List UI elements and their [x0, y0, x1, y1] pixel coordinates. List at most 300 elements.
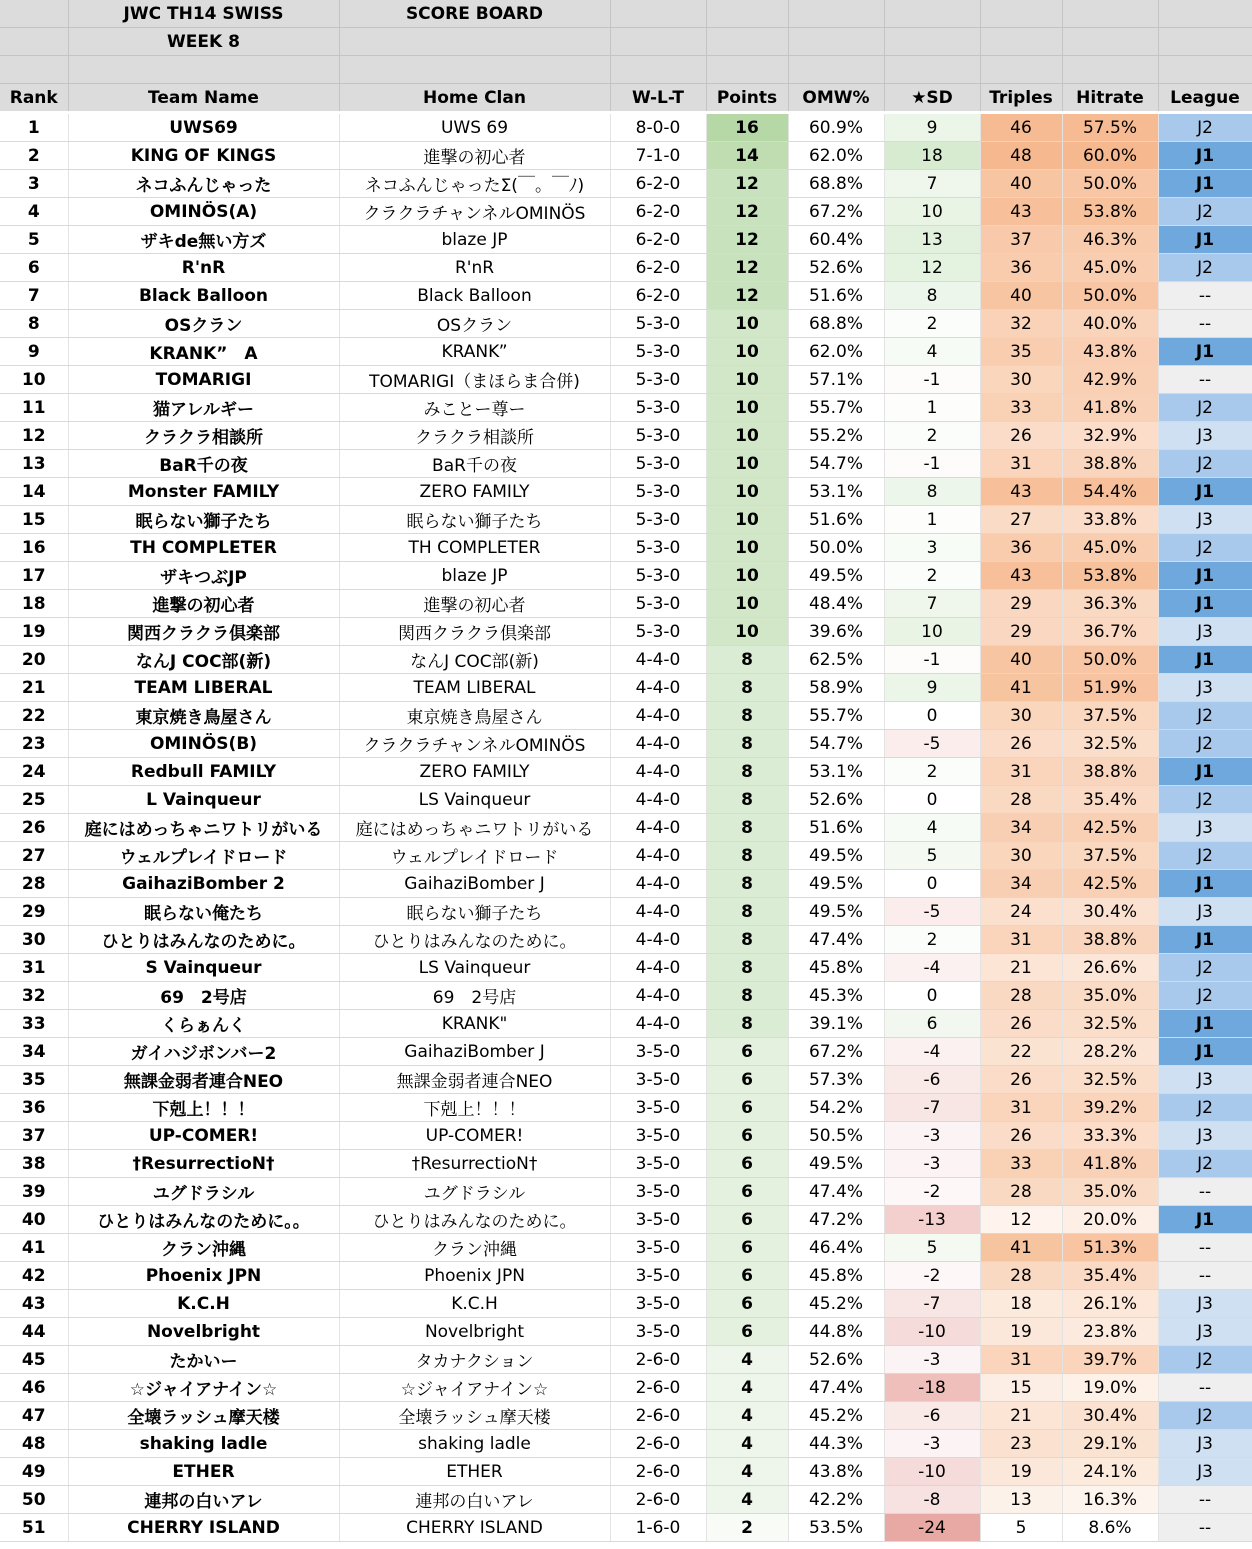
rank-cell[interactable]: 44 — [0, 1318, 68, 1346]
hitrate-cell[interactable]: 51.9% — [1062, 674, 1158, 702]
team-name-cell[interactable]: 全壊ラッシュ摩天楼 — [68, 1402, 339, 1430]
omw-cell[interactable]: 52.6% — [788, 786, 884, 814]
rank-cell[interactable]: 47 — [0, 1402, 68, 1430]
team-name-cell[interactable]: なんJ COC部(新) — [68, 646, 339, 674]
table-row[interactable] — [0, 1458, 1252, 1486]
home-clan-cell[interactable]: KRANK” — [339, 338, 610, 366]
hitrate-cell[interactable]: 30.4% — [1062, 898, 1158, 926]
home-clan-cell[interactable]: クラン沖縄 — [339, 1234, 610, 1262]
col-header-wlt[interactable]: W-L-T — [610, 84, 706, 113]
rank-cell[interactable]: 34 — [0, 1038, 68, 1066]
omw-cell[interactable]: 68.8% — [788, 310, 884, 338]
table-row[interactable] — [0, 226, 1252, 254]
rank-cell[interactable]: 12 — [0, 422, 68, 450]
omw-cell[interactable]: 47.4% — [788, 1374, 884, 1402]
team-name-cell[interactable]: ウェルプレイドロード — [68, 842, 339, 870]
points-cell[interactable]: 12 — [706, 226, 788, 254]
league-cell[interactable]: J2 — [1158, 198, 1252, 226]
sd-cell[interactable]: -3 — [884, 1122, 980, 1150]
hitrate-cell[interactable]: 16.3% — [1062, 1486, 1158, 1514]
home-clan-cell[interactable]: †ResurrectioN† — [339, 1150, 610, 1178]
sd-cell[interactable]: 0 — [884, 786, 980, 814]
omw-cell[interactable]: 52.6% — [788, 254, 884, 282]
home-clan-cell[interactable]: 全壊ラッシュ摩天楼 — [339, 1402, 610, 1430]
hitrate-cell[interactable]: 33.3% — [1062, 1122, 1158, 1150]
triples-cell[interactable]: 31 — [980, 926, 1062, 954]
triples-cell[interactable]: 28 — [980, 786, 1062, 814]
league-cell[interactable]: J1 — [1158, 590, 1252, 618]
sd-cell[interactable]: -1 — [884, 366, 980, 394]
wlt-cell[interactable]: 2-6-0 — [610, 1374, 706, 1402]
hitrate-cell[interactable]: 32.9% — [1062, 422, 1158, 450]
team-name-cell[interactable]: 庭にはめっちゃニワトリがいる — [68, 814, 339, 842]
sd-cell[interactable]: -6 — [884, 1066, 980, 1094]
table-row[interactable] — [0, 1010, 1252, 1038]
home-clan-cell[interactable]: ひとりはみんなのために。 — [339, 926, 610, 954]
table-row[interactable] — [0, 1514, 1252, 1542]
league-cell[interactable]: J3 — [1158, 506, 1252, 534]
triples-cell[interactable]: 43 — [980, 478, 1062, 506]
rank-cell[interactable]: 28 — [0, 870, 68, 898]
wlt-cell[interactable]: 6-2-0 — [610, 170, 706, 198]
omw-cell[interactable]: 54.7% — [788, 730, 884, 758]
home-clan-cell[interactable]: UWS 69 — [339, 113, 610, 142]
triples-cell[interactable]: 28 — [980, 1262, 1062, 1290]
team-name-cell[interactable]: たかいー — [68, 1346, 339, 1374]
points-cell[interactable]: 10 — [706, 590, 788, 618]
triples-cell[interactable]: 18 — [980, 1290, 1062, 1318]
team-name-cell[interactable]: ☆ジャイアナイン☆ — [68, 1374, 339, 1402]
omw-cell[interactable]: 67.2% — [788, 198, 884, 226]
team-name-cell[interactable]: ザキde無い方ズ — [68, 226, 339, 254]
home-clan-cell[interactable]: クラクラ相談所 — [339, 422, 610, 450]
team-name-cell[interactable]: UWS69 — [68, 113, 339, 142]
omw-cell[interactable]: 44.3% — [788, 1430, 884, 1458]
omw-cell[interactable]: 49.5% — [788, 898, 884, 926]
table-row[interactable] — [0, 1374, 1252, 1402]
sd-cell[interactable]: -7 — [884, 1094, 980, 1122]
hitrate-cell[interactable]: 37.5% — [1062, 842, 1158, 870]
team-name-cell[interactable]: クラクラ相談所 — [68, 422, 339, 450]
points-cell[interactable]: 6 — [706, 1318, 788, 1346]
home-clan-cell[interactable]: 下剋上！！！ — [339, 1094, 610, 1122]
league-cell[interactable]: J1 — [1158, 1206, 1252, 1234]
hitrate-cell[interactable]: 42.5% — [1062, 870, 1158, 898]
wlt-cell[interactable]: 3-5-0 — [610, 1262, 706, 1290]
home-clan-cell[interactable]: KRANK" — [339, 1010, 610, 1038]
omw-cell[interactable]: 49.5% — [788, 562, 884, 590]
points-cell[interactable]: 10 — [706, 618, 788, 646]
points-cell[interactable]: 16 — [706, 113, 788, 142]
wlt-cell[interactable]: 5-3-0 — [610, 590, 706, 618]
sd-cell[interactable]: 9 — [884, 674, 980, 702]
home-clan-cell[interactable]: 進撃の初心者 — [339, 590, 610, 618]
triples-cell[interactable]: 30 — [980, 702, 1062, 730]
sd-cell[interactable]: 12 — [884, 254, 980, 282]
team-name-cell[interactable]: OMINÖS(A) — [68, 198, 339, 226]
team-name-cell[interactable]: BaR千の夜 — [68, 450, 339, 478]
table-row[interactable] — [0, 1206, 1252, 1234]
league-cell[interactable]: -- — [1158, 1514, 1252, 1542]
rank-cell[interactable]: 15 — [0, 506, 68, 534]
table-row[interactable] — [0, 646, 1252, 674]
points-cell[interactable]: 6 — [706, 1038, 788, 1066]
table-row[interactable] — [0, 842, 1252, 870]
wlt-cell[interactable]: 5-3-0 — [610, 478, 706, 506]
table-row[interactable] — [0, 1402, 1252, 1430]
team-name-cell[interactable]: †ResurrectioN† — [68, 1150, 339, 1178]
sd-cell[interactable]: 0 — [884, 870, 980, 898]
league-cell[interactable]: J1 — [1158, 646, 1252, 674]
omw-cell[interactable]: 45.3% — [788, 982, 884, 1010]
home-clan-cell[interactable]: 69 2号店 — [339, 982, 610, 1010]
home-clan-cell[interactable]: 眠らない獅子たち — [339, 898, 610, 926]
triples-cell[interactable]: 19 — [980, 1458, 1062, 1486]
table-row[interactable] — [0, 786, 1252, 814]
points-cell[interactable]: 8 — [706, 702, 788, 730]
home-clan-cell[interactable]: TOMARIGI（まほらま合併) — [339, 366, 610, 394]
points-cell[interactable]: 14 — [706, 142, 788, 170]
team-name-cell[interactable]: K.C.H — [68, 1290, 339, 1318]
hitrate-cell[interactable]: 51.3% — [1062, 1234, 1158, 1262]
triples-cell[interactable]: 43 — [980, 198, 1062, 226]
points-cell[interactable]: 6 — [706, 1066, 788, 1094]
hitrate-cell[interactable]: 32.5% — [1062, 1066, 1158, 1094]
rank-cell[interactable]: 22 — [0, 702, 68, 730]
triples-cell[interactable]: 5 — [980, 1514, 1062, 1542]
sd-cell[interactable]: -10 — [884, 1318, 980, 1346]
home-clan-cell[interactable]: GaihaziBomber J — [339, 870, 610, 898]
league-cell[interactable]: J2 — [1158, 1150, 1252, 1178]
team-name-cell[interactable]: 猫アレルギー — [68, 394, 339, 422]
rank-cell[interactable]: 29 — [0, 898, 68, 926]
league-cell[interactable]: -- — [1158, 310, 1252, 338]
points-cell[interactable]: 6 — [706, 1262, 788, 1290]
rank-cell[interactable]: 21 — [0, 674, 68, 702]
wlt-cell[interactable]: 7-1-0 — [610, 142, 706, 170]
team-name-cell[interactable]: R'nR — [68, 254, 339, 282]
rank-cell[interactable]: 38 — [0, 1150, 68, 1178]
team-name-cell[interactable]: 眠らない俺たち — [68, 898, 339, 926]
home-clan-cell[interactable]: GaihaziBomber J — [339, 1038, 610, 1066]
points-cell[interactable]: 6 — [706, 1206, 788, 1234]
points-cell[interactable]: 8 — [706, 730, 788, 758]
home-clan-cell[interactable]: 進撃の初心者 — [339, 142, 610, 170]
league-cell[interactable]: J2 — [1158, 1346, 1252, 1374]
wlt-cell[interactable]: 8-0-0 — [610, 113, 706, 142]
points-cell[interactable]: 4 — [706, 1346, 788, 1374]
league-cell[interactable]: J2 — [1158, 394, 1252, 422]
wlt-cell[interactable]: 3-5-0 — [610, 1150, 706, 1178]
home-clan-cell[interactable]: LS Vainqueur — [339, 786, 610, 814]
points-cell[interactable]: 6 — [706, 1234, 788, 1262]
home-clan-cell[interactable]: OSクラン — [339, 310, 610, 338]
league-cell[interactable]: J1 — [1158, 1010, 1252, 1038]
points-cell[interactable]: 8 — [706, 842, 788, 870]
triples-cell[interactable]: 33 — [980, 1150, 1062, 1178]
league-cell[interactable]: J2 — [1158, 842, 1252, 870]
rank-cell[interactable]: 18 — [0, 590, 68, 618]
omw-cell[interactable]: 67.2% — [788, 1038, 884, 1066]
points-cell[interactable]: 10 — [706, 394, 788, 422]
table-row[interactable] — [0, 1122, 1252, 1150]
omw-cell[interactable]: 42.2% — [788, 1486, 884, 1514]
table-row[interactable] — [0, 506, 1252, 534]
league-cell[interactable]: J1 — [1158, 926, 1252, 954]
omw-cell[interactable]: 60.9% — [788, 113, 884, 142]
hitrate-cell[interactable]: 53.8% — [1062, 198, 1158, 226]
hitrate-cell[interactable]: 23.8% — [1062, 1318, 1158, 1346]
triples-cell[interactable]: 31 — [980, 1094, 1062, 1122]
home-clan-cell[interactable]: なんJ COC部(新) — [339, 646, 610, 674]
wlt-cell[interactable]: 4-4-0 — [610, 758, 706, 786]
table-row[interactable] — [0, 170, 1252, 198]
league-cell[interactable]: J3 — [1158, 1430, 1252, 1458]
sd-cell[interactable]: 7 — [884, 170, 980, 198]
wlt-cell[interactable]: 4-4-0 — [610, 982, 706, 1010]
team-name-cell[interactable]: くらぁんく — [68, 1010, 339, 1038]
rank-cell[interactable]: 20 — [0, 646, 68, 674]
sd-cell[interactable]: 18 — [884, 142, 980, 170]
sd-cell[interactable]: 5 — [884, 1234, 980, 1262]
wlt-cell[interactable]: 3-5-0 — [610, 1066, 706, 1094]
triples-cell[interactable]: 41 — [980, 674, 1062, 702]
hitrate-cell[interactable]: 42.5% — [1062, 814, 1158, 842]
sd-cell[interactable]: -5 — [884, 898, 980, 926]
wlt-cell[interactable]: 3-5-0 — [610, 1234, 706, 1262]
home-clan-cell[interactable]: ☆ジャイアナイン☆ — [339, 1374, 610, 1402]
col-header-home-clan[interactable]: Home Clan — [339, 84, 610, 113]
rank-cell[interactable]: 10 — [0, 366, 68, 394]
rank-cell[interactable]: 13 — [0, 450, 68, 478]
rank-cell[interactable]: 27 — [0, 842, 68, 870]
triples-cell[interactable]: 33 — [980, 394, 1062, 422]
hitrate-cell[interactable]: 8.6% — [1062, 1514, 1158, 1542]
hitrate-cell[interactable]: 45.0% — [1062, 254, 1158, 282]
wlt-cell[interactable]: 1-6-0 — [610, 1514, 706, 1542]
col-header-points[interactable]: Points — [706, 84, 788, 113]
table-row[interactable] — [0, 1486, 1252, 1514]
wlt-cell[interactable]: 6-2-0 — [610, 226, 706, 254]
hitrate-cell[interactable]: 40.0% — [1062, 310, 1158, 338]
hitrate-cell[interactable]: 30.4% — [1062, 1402, 1158, 1430]
hitrate-cell[interactable]: 35.0% — [1062, 982, 1158, 1010]
hitrate-cell[interactable]: 35.4% — [1062, 786, 1158, 814]
league-cell[interactable]: J2 — [1158, 982, 1252, 1010]
triples-cell[interactable]: 26 — [980, 1122, 1062, 1150]
team-name-cell[interactable]: L Vainqueur — [68, 786, 339, 814]
league-cell[interactable]: J2 — [1158, 113, 1252, 142]
sd-cell[interactable]: -8 — [884, 1486, 980, 1514]
home-clan-cell[interactable]: 眠らない獅子たち — [339, 506, 610, 534]
home-clan-cell[interactable]: 無課金弱者連合NEO — [339, 1066, 610, 1094]
team-name-cell[interactable]: ひとりはみんなのために。。 — [68, 1206, 339, 1234]
points-cell[interactable]: 10 — [706, 562, 788, 590]
triples-cell[interactable]: 13 — [980, 1486, 1062, 1514]
hitrate-cell[interactable]: 46.3% — [1062, 226, 1158, 254]
home-clan-cell[interactable]: 関西クラクラ倶楽部 — [339, 618, 610, 646]
table-row[interactable] — [0, 282, 1252, 310]
table-row[interactable] — [0, 1038, 1252, 1066]
sd-cell[interactable]: -18 — [884, 1374, 980, 1402]
omw-cell[interactable]: 68.8% — [788, 170, 884, 198]
sd-cell[interactable]: -2 — [884, 1262, 980, 1290]
league-cell[interactable]: J2 — [1158, 1094, 1252, 1122]
league-cell[interactable]: -- — [1158, 366, 1252, 394]
triples-cell[interactable]: 26 — [980, 1066, 1062, 1094]
sd-cell[interactable]: 3 — [884, 534, 980, 562]
wlt-cell[interactable]: 4-4-0 — [610, 898, 706, 926]
rank-cell[interactable]: 16 — [0, 534, 68, 562]
omw-cell[interactable]: 39.1% — [788, 1010, 884, 1038]
table-row[interactable] — [0, 254, 1252, 282]
team-name-cell[interactable]: TEAM LIBERAL — [68, 674, 339, 702]
hitrate-cell[interactable]: 38.8% — [1062, 926, 1158, 954]
home-clan-cell[interactable]: タカナクション — [339, 1346, 610, 1374]
hitrate-cell[interactable]: 33.8% — [1062, 506, 1158, 534]
hitrate-cell[interactable]: 20.0% — [1062, 1206, 1158, 1234]
triples-cell[interactable]: 36 — [980, 534, 1062, 562]
wlt-cell[interactable]: 3-5-0 — [610, 1318, 706, 1346]
table-row[interactable] — [0, 478, 1252, 506]
hitrate-cell[interactable]: 43.8% — [1062, 338, 1158, 366]
hitrate-cell[interactable]: 57.5% — [1062, 113, 1158, 142]
wlt-cell[interactable]: 4-4-0 — [610, 842, 706, 870]
triples-cell[interactable]: 34 — [980, 870, 1062, 898]
table-row[interactable] — [0, 113, 1252, 142]
home-clan-cell[interactable]: クラクラチャンネルOMINÖS — [339, 198, 610, 226]
points-cell[interactable]: 6 — [706, 1122, 788, 1150]
points-cell[interactable]: 8 — [706, 814, 788, 842]
omw-cell[interactable]: 50.0% — [788, 534, 884, 562]
sd-cell[interactable]: -1 — [884, 646, 980, 674]
sd-cell[interactable]: 2 — [884, 758, 980, 786]
omw-cell[interactable]: 49.5% — [788, 870, 884, 898]
points-cell[interactable]: 10 — [706, 366, 788, 394]
league-cell[interactable]: J3 — [1158, 1066, 1252, 1094]
team-name-cell[interactable]: 東京焼き鳥屋さん — [68, 702, 339, 730]
sd-cell[interactable]: -6 — [884, 1402, 980, 1430]
league-cell[interactable]: J2 — [1158, 450, 1252, 478]
triples-cell[interactable]: 35 — [980, 338, 1062, 366]
sd-cell[interactable]: 10 — [884, 198, 980, 226]
wlt-cell[interactable]: 3-5-0 — [610, 1290, 706, 1318]
points-cell[interactable]: 4 — [706, 1374, 788, 1402]
hitrate-cell[interactable]: 50.0% — [1062, 170, 1158, 198]
points-cell[interactable]: 6 — [706, 1178, 788, 1206]
points-cell[interactable]: 12 — [706, 198, 788, 226]
wlt-cell[interactable]: 3-5-0 — [610, 1038, 706, 1066]
sd-cell[interactable]: 0 — [884, 702, 980, 730]
omw-cell[interactable]: 49.5% — [788, 1150, 884, 1178]
team-name-cell[interactable]: Phoenix JPN — [68, 1262, 339, 1290]
sd-cell[interactable]: 2 — [884, 926, 980, 954]
team-name-cell[interactable]: 眠らない獅子たち — [68, 506, 339, 534]
table-row[interactable] — [0, 674, 1252, 702]
hitrate-cell[interactable]: 54.4% — [1062, 478, 1158, 506]
hitrate-cell[interactable]: 50.0% — [1062, 282, 1158, 310]
rank-cell[interactable]: 32 — [0, 982, 68, 1010]
wlt-cell[interactable]: 5-3-0 — [610, 534, 706, 562]
home-clan-cell[interactable]: 庭にはめっちゃニワトリがいる — [339, 814, 610, 842]
rank-cell[interactable]: 41 — [0, 1234, 68, 1262]
rank-cell[interactable]: 39 — [0, 1178, 68, 1206]
table-row[interactable] — [0, 702, 1252, 730]
table-row[interactable] — [0, 590, 1252, 618]
wlt-cell[interactable]: 4-4-0 — [610, 1010, 706, 1038]
omw-cell[interactable]: 57.3% — [788, 1066, 884, 1094]
home-clan-cell[interactable]: TEAM LIBERAL — [339, 674, 610, 702]
wlt-cell[interactable]: 6-2-0 — [610, 254, 706, 282]
team-name-cell[interactable]: ネコふんじゃった — [68, 170, 339, 198]
hitrate-cell[interactable]: 36.3% — [1062, 590, 1158, 618]
sd-cell[interactable]: -3 — [884, 1150, 980, 1178]
rank-cell[interactable]: 49 — [0, 1458, 68, 1486]
rank-cell[interactable]: 5 — [0, 226, 68, 254]
hitrate-cell[interactable]: 19.0% — [1062, 1374, 1158, 1402]
home-clan-cell[interactable]: K.C.H — [339, 1290, 610, 1318]
rank-cell[interactable]: 1 — [0, 113, 68, 142]
wlt-cell[interactable]: 2-6-0 — [610, 1402, 706, 1430]
triples-cell[interactable]: 19 — [980, 1318, 1062, 1346]
table-row[interactable] — [0, 982, 1252, 1010]
team-name-cell[interactable]: 無課金弱者連合NEO — [68, 1066, 339, 1094]
wlt-cell[interactable]: 4-4-0 — [610, 814, 706, 842]
team-name-cell[interactable]: Monster FAMILY — [68, 478, 339, 506]
omw-cell[interactable]: 39.6% — [788, 618, 884, 646]
points-cell[interactable]: 4 — [706, 1458, 788, 1486]
wlt-cell[interactable]: 3-5-0 — [610, 1094, 706, 1122]
wlt-cell[interactable]: 2-6-0 — [610, 1346, 706, 1374]
league-cell[interactable]: J1 — [1158, 170, 1252, 198]
team-name-cell[interactable]: OSクラン — [68, 310, 339, 338]
home-clan-cell[interactable]: みことー尊ー — [339, 394, 610, 422]
triples-cell[interactable]: 23 — [980, 1430, 1062, 1458]
points-cell[interactable]: 8 — [706, 954, 788, 982]
points-cell[interactable]: 8 — [706, 1010, 788, 1038]
table-row[interactable] — [0, 1430, 1252, 1458]
triples-cell[interactable]: 43 — [980, 562, 1062, 590]
wlt-cell[interactable]: 4-4-0 — [610, 786, 706, 814]
triples-cell[interactable]: 41 — [980, 1234, 1062, 1262]
rank-cell[interactable]: 33 — [0, 1010, 68, 1038]
col-header-league[interactable]: League — [1158, 84, 1252, 113]
points-cell[interactable]: 8 — [706, 870, 788, 898]
rank-cell[interactable]: 2 — [0, 142, 68, 170]
hitrate-cell[interactable]: 39.2% — [1062, 1094, 1158, 1122]
hitrate-cell[interactable]: 26.1% — [1062, 1290, 1158, 1318]
omw-cell[interactable]: 43.8% — [788, 1458, 884, 1486]
omw-cell[interactable]: 55.7% — [788, 702, 884, 730]
team-name-cell[interactable]: KRANK” A — [68, 338, 339, 366]
hitrate-cell[interactable]: 45.0% — [1062, 534, 1158, 562]
league-cell[interactable]: J3 — [1158, 674, 1252, 702]
triples-cell[interactable]: 32 — [980, 310, 1062, 338]
hitrate-cell[interactable]: 42.9% — [1062, 366, 1158, 394]
league-cell[interactable]: -- — [1158, 1234, 1252, 1262]
triples-cell[interactable]: 21 — [980, 1402, 1062, 1430]
table-row[interactable] — [0, 954, 1252, 982]
triples-cell[interactable]: 29 — [980, 618, 1062, 646]
table-row[interactable] — [0, 1290, 1252, 1318]
home-clan-cell[interactable]: 東京焼き鳥屋さん — [339, 702, 610, 730]
sd-cell[interactable]: 1 — [884, 506, 980, 534]
league-cell[interactable]: J2 — [1158, 1402, 1252, 1430]
sd-cell[interactable]: 4 — [884, 338, 980, 366]
league-cell[interactable]: J3 — [1158, 814, 1252, 842]
hitrate-cell[interactable]: 35.4% — [1062, 1262, 1158, 1290]
rank-cell[interactable]: 42 — [0, 1262, 68, 1290]
